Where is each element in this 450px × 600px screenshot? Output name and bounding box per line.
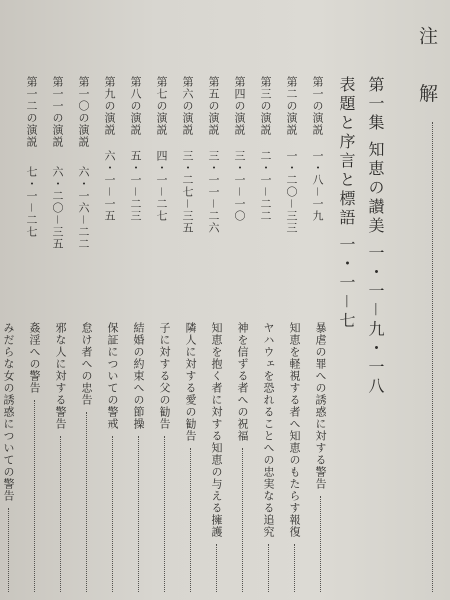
- lecture-label: 第七の演説: [155, 76, 168, 136]
- section-title: 表題と序言と標語 一・一－七: [337, 76, 356, 332]
- lecture-range: 三・二七－三五: [181, 150, 194, 234]
- lecture-range: 四・一－二七: [155, 150, 168, 222]
- dot-leader: [242, 448, 243, 592]
- dot-leader: [216, 544, 217, 592]
- lecture-label: 第五の演説: [207, 76, 220, 136]
- topic-entry: 結婚の約束への節操: [132, 322, 145, 430]
- topic-entry: 知恵を軽視する者へ知恵のもたらす報復: [288, 322, 301, 538]
- topic-entry: 神を信ずる者への祝福: [236, 322, 249, 442]
- topic-entry: 隣人に対する愛の勧告: [184, 322, 197, 442]
- lecture-label: 第六の演説: [181, 76, 194, 136]
- topic-entry: 知恵を抱く者に対する知恵の与える擁護: [210, 322, 223, 538]
- page-heading: 注 解: [416, 26, 438, 119]
- lecture-label: 第一の演説: [311, 76, 324, 136]
- dot-leader: [268, 544, 269, 592]
- lecture-label: 第一〇の演説: [77, 76, 90, 148]
- dot-leader: [60, 436, 61, 592]
- lecture-range: 三・一－一〇: [233, 150, 246, 222]
- dot-leader: [190, 448, 191, 592]
- lecture-range: 七・一－二七: [25, 166, 38, 238]
- lecture-label: 第八の演説: [129, 76, 142, 136]
- topic-entry: 子に対する父の勧告: [158, 322, 171, 430]
- topic-entry: ヤハウェを恐れることへの忠実なる追究: [262, 322, 275, 538]
- lecture-label: 第三の演説: [259, 76, 272, 136]
- lecture-range: 六・二〇－三五: [51, 166, 64, 250]
- collection-title: 第一集 知恵の讃美 一・一－九・一八: [366, 76, 385, 397]
- lecture-label: 第九の演説: [103, 76, 116, 136]
- topic-entry: 保証についての警戒: [106, 322, 119, 430]
- lecture-label: 第四の演説: [233, 76, 246, 136]
- lecture-range: 二・一－二二: [259, 150, 272, 222]
- topic-entry: 姦淫への警告: [28, 322, 41, 394]
- lecture-range: 三・一一－二六: [207, 150, 220, 234]
- lecture-label: 第二の演説: [285, 76, 298, 136]
- heading-leader: [432, 122, 433, 592]
- dot-leader: [34, 400, 35, 592]
- dot-leader: [86, 412, 87, 592]
- lecture-range: 五・一－二三: [129, 150, 142, 222]
- lecture-range: 六・一－一五: [103, 150, 116, 222]
- dot-leader: [138, 436, 139, 592]
- topic-entry: みだらな女の誘惑についての警告: [2, 322, 15, 502]
- lecture-range: 一・八－一九: [311, 150, 324, 222]
- lecture-label: 第一二の演説: [25, 76, 38, 148]
- topic-entry: 邪な人に対する警告: [54, 322, 67, 430]
- lecture-range: 一・二〇－三三: [285, 150, 298, 234]
- lecture-label: 第一一の演説: [51, 76, 64, 148]
- dot-leader: [320, 496, 321, 592]
- dot-leader: [8, 508, 9, 592]
- dot-leader: [112, 436, 113, 592]
- dot-leader: [294, 544, 295, 592]
- topic-entry: 怠け者への忠告: [80, 322, 93, 406]
- topic-entry: 暴虐の罪への誘惑に対する警告: [314, 322, 327, 490]
- lecture-range: 六・一六－二二: [77, 166, 90, 250]
- dot-leader: [164, 436, 165, 592]
